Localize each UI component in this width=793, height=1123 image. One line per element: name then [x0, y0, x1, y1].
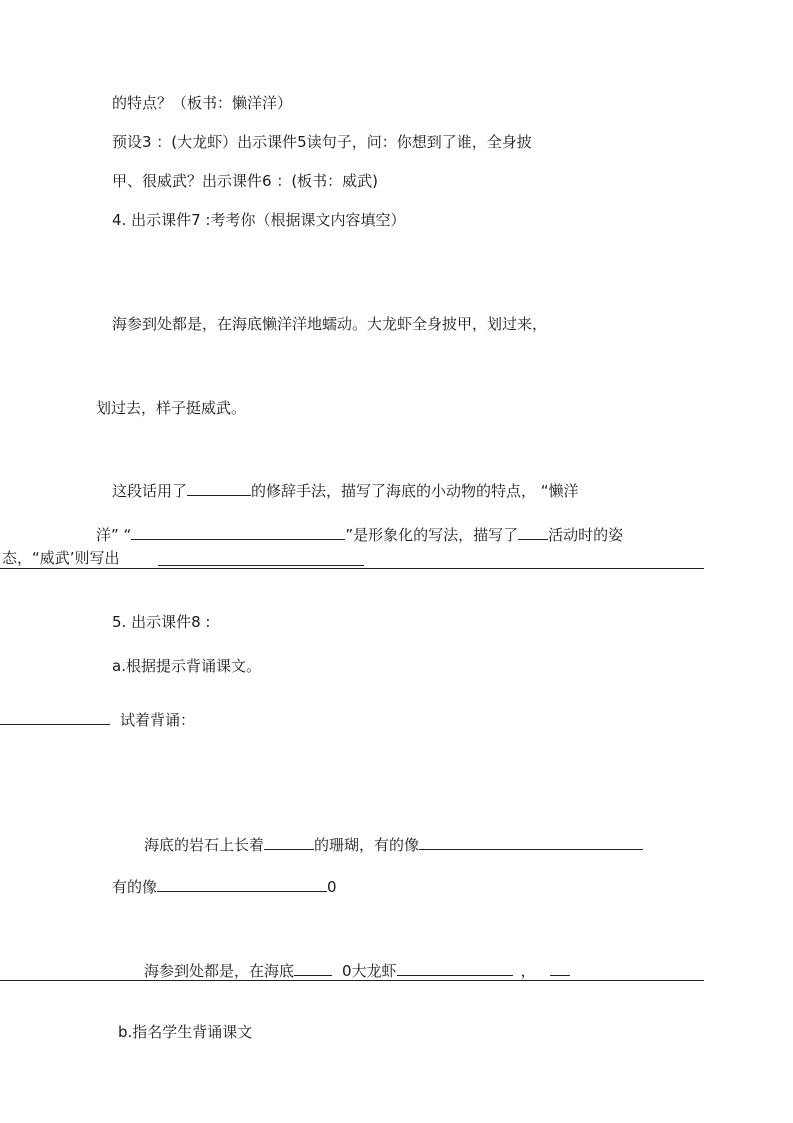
fill-in-line	[112, 480, 579, 500]
answer-blank[interactable]	[0, 724, 110, 725]
fill-in-line	[96, 524, 623, 544]
text-line: 的特点？（板书：懒洋洋）	[112, 94, 293, 112]
answer-blank[interactable]	[157, 876, 327, 892]
text-segment: 海参到处都是，在海底	[144, 962, 295, 980]
text-segment: 洋” “	[96, 526, 132, 544]
text-segment: 活动时的姿	[548, 526, 624, 544]
answer-blank[interactable]	[131, 524, 345, 540]
text-segment: ，	[520, 962, 536, 980]
text-line: 海参到处都是，在海底懒洋洋地蠕动。大龙虾全身披甲，划过来，	[112, 315, 548, 333]
text-line: 5. 出示课件8 :	[112, 613, 211, 631]
text-line: 预设3 ：(大龙虾）出示课件5读句子，问：你想到了谁，全身披	[112, 133, 532, 151]
fill-in-line	[112, 876, 337, 896]
text-segment: 这段话用了	[112, 482, 188, 500]
separator-rule	[0, 980, 704, 981]
text-segment: 态，“威武’则写出	[2, 549, 120, 567]
answer-blank[interactable]	[294, 960, 332, 976]
text-segment: ”是形象化的写法，描写了	[345, 526, 519, 544]
answer-blank[interactable]	[397, 960, 513, 976]
text-segment: 的修辞手法，描写了海底的小动物的特点， “懒洋	[251, 482, 579, 500]
fill-in-line	[144, 834, 643, 854]
answer-blank[interactable]	[550, 960, 570, 976]
text-line: a.根据提示背诵课文。	[112, 657, 261, 675]
text-line: 甲、很威武？出示课件6 ：(板书：威武)	[112, 172, 379, 190]
text-segment: 有的像	[112, 878, 158, 896]
text-segment: 海底的岩石上长着	[144, 836, 265, 854]
text-line: b.指名学生背诵课文	[118, 1023, 253, 1041]
answer-blank[interactable]	[187, 480, 251, 496]
text-line: 4. 出示课件7 :考考你（根据课文内容填空）	[112, 211, 406, 229]
text-line: 试着背诵：	[120, 711, 196, 729]
answer-blank[interactable]	[419, 834, 643, 850]
separator-rule	[0, 568, 704, 569]
answer-blank[interactable]	[158, 565, 364, 566]
fill-in-line	[2, 548, 120, 568]
text-segment: 0大龙虾	[342, 962, 397, 980]
fill-in-line	[144, 960, 570, 980]
text-segment: 的珊瑚，有的像	[314, 836, 420, 854]
answer-blank[interactable]	[518, 524, 548, 540]
text-segment: 0	[327, 878, 337, 896]
text-line: 划过去，样子挺威武。	[96, 399, 247, 417]
answer-blank[interactable]	[264, 834, 314, 850]
